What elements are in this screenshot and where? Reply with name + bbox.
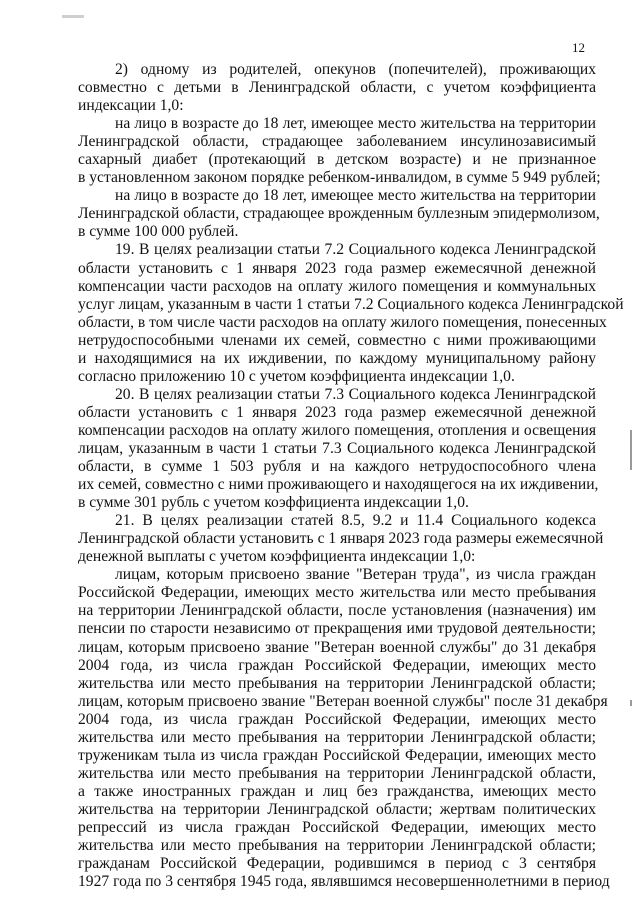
text-line: компенсации части расходов на оплату жилого помещения и коммунальных <box>78 277 596 295</box>
text-line: Ленинградской области, страдающее врожденным буллезным эпидермолизом, <box>78 205 600 223</box>
text-line: в сумме 100 000 рублей. <box>78 223 239 241</box>
text-line: их семей, совместно с ними проживающего и находящегося на их иждивении, <box>78 476 599 494</box>
scan-edge-mark <box>630 430 632 470</box>
text-line: компенсации расходов на оплату жилого помещения, отопления и освещения <box>78 421 596 439</box>
text-line: сахарный диабет (протекающий в детском возрасте) и не признанное <box>78 151 596 169</box>
text-line: жительства или место пребывания на территории Ленинградской области; <box>78 728 596 746</box>
text-line: денежной выплаты с учетом коэффициента индексации 1,0: <box>78 548 476 566</box>
text-line: на лицо в возрасте до 18 лет, имеющее место жительства на территории <box>115 115 596 133</box>
text-line: 2) одному из родителей, опекунов (попечителей), проживающих <box>115 61 596 78</box>
text-line: лицам, которым присвоено звание "Ветеран военной службы" до 31 декабря <box>78 638 596 656</box>
text-line: услуг лицам, указанным в части 1 статьи 7.2 Социального кодекса Ленинградской <box>78 295 624 313</box>
text-line: области установить с 1 января 2023 года размер ежемесячной денежной <box>78 259 596 277</box>
text-line: индексации 1,0: <box>78 97 184 115</box>
text-line: лицам, которым присвоено звание "Ветеран труда", из числа граждан <box>115 566 596 584</box>
text-line: Ленинградской области установить с 1 января 2023 года размеры ежемесячной <box>78 530 604 548</box>
page-number: 12 <box>572 40 585 55</box>
text-line: лицам, указанным в части 1 статьи 7.3 Социального кодекса Ленинградской <box>78 439 596 457</box>
text-line: жительства или место пребывания на территории Ленинградской области; <box>78 674 596 692</box>
text-line: жительства или место пребывания на территории Ленинградской области; <box>78 837 596 855</box>
text-line: согласно приложению 10 с учетом коэффициента индексации 1,0. <box>78 367 515 385</box>
text-line: области установить с 1 января 2023 года размер ежемесячной денежной <box>78 403 596 421</box>
text-line: 20. В целях реализации статьи 7.3 Социального кодекса Ленинградской <box>115 385 596 403</box>
text-line: и находящимися на их иждивении, по каждому муниципальному району <box>78 349 596 367</box>
text-line: лицам, которым присвоено звание "Ветеран военной службы" после 31 декабря <box>78 692 608 710</box>
text-line: труженикам тыла из числа граждан Российской Федерации, имеющих место <box>78 746 596 764</box>
text-line: нетрудоспособными членами их семей, совместно с ними проживающими <box>78 331 596 349</box>
text-line: на лицо в возрасте до 18 лет, имеющее место жительства на территории <box>115 187 596 205</box>
text-line: жительства на территории Ленинградской области; жертвам политических <box>78 800 596 818</box>
text-line: области, в сумме 1 503 рубля и на каждого нетрудоспособного члена <box>78 458 596 476</box>
text-line: совместно с детьми в Ленинградской области, с учетом коэффициента <box>78 79 596 97</box>
text-line: 2004 года, из числа граждан Российской Федерации, имеющих место <box>78 656 596 674</box>
text-line: в сумме 301 рубль с учетом коэффициента индексации 1,0. <box>78 494 469 512</box>
text-line: 2004 года, из числа граждан Российской Федерации, имеющих место <box>78 710 596 728</box>
text-line: жительства или место пребывания на территории Ленинградской области, <box>78 764 596 782</box>
text-line: в установленном законом порядке ребенком-инвалидом, в сумме 5 949 рублей; <box>78 169 601 187</box>
text-line: 1927 года по 3 сентября 1945 года, являвшимся несовершеннолетними в период <box>78 873 610 891</box>
text-line: на территории Ленинградской области, после установления (назначения) им <box>78 602 596 620</box>
scan-edge-mark <box>630 700 632 706</box>
text-line: Российской Федерации, имеющих место жительства или место пребывания <box>78 584 596 602</box>
text-line: гражданам Российской Федерации, родившимся в период с 3 сентября <box>78 855 596 873</box>
text-line: 19. В целях реализации статьи 7.2 Социального кодекса Ленинградской <box>115 241 596 259</box>
text-line: Ленинградской области, страдающее заболеванием инсулинозависимый <box>78 133 596 151</box>
text-line: пенсии по старости независимо от прекращения ими трудовой деятельности; <box>78 620 596 638</box>
document-body <box>78 61 624 891</box>
scan-artifact-mark <box>62 15 84 18</box>
text-line: репрессий из числа граждан Российской Федерации, имеющих место <box>78 818 596 836</box>
text-line: 21. В целях реализации статей 8.5, 9.2 и 11.4 Социального кодекса <box>115 512 596 530</box>
text-line: области, в том числе части расходов на оплату жилого помещения, понесенных <box>78 313 607 331</box>
text-line: а также иностранных граждан и лиц без гражданства, имеющих место <box>78 782 596 800</box>
